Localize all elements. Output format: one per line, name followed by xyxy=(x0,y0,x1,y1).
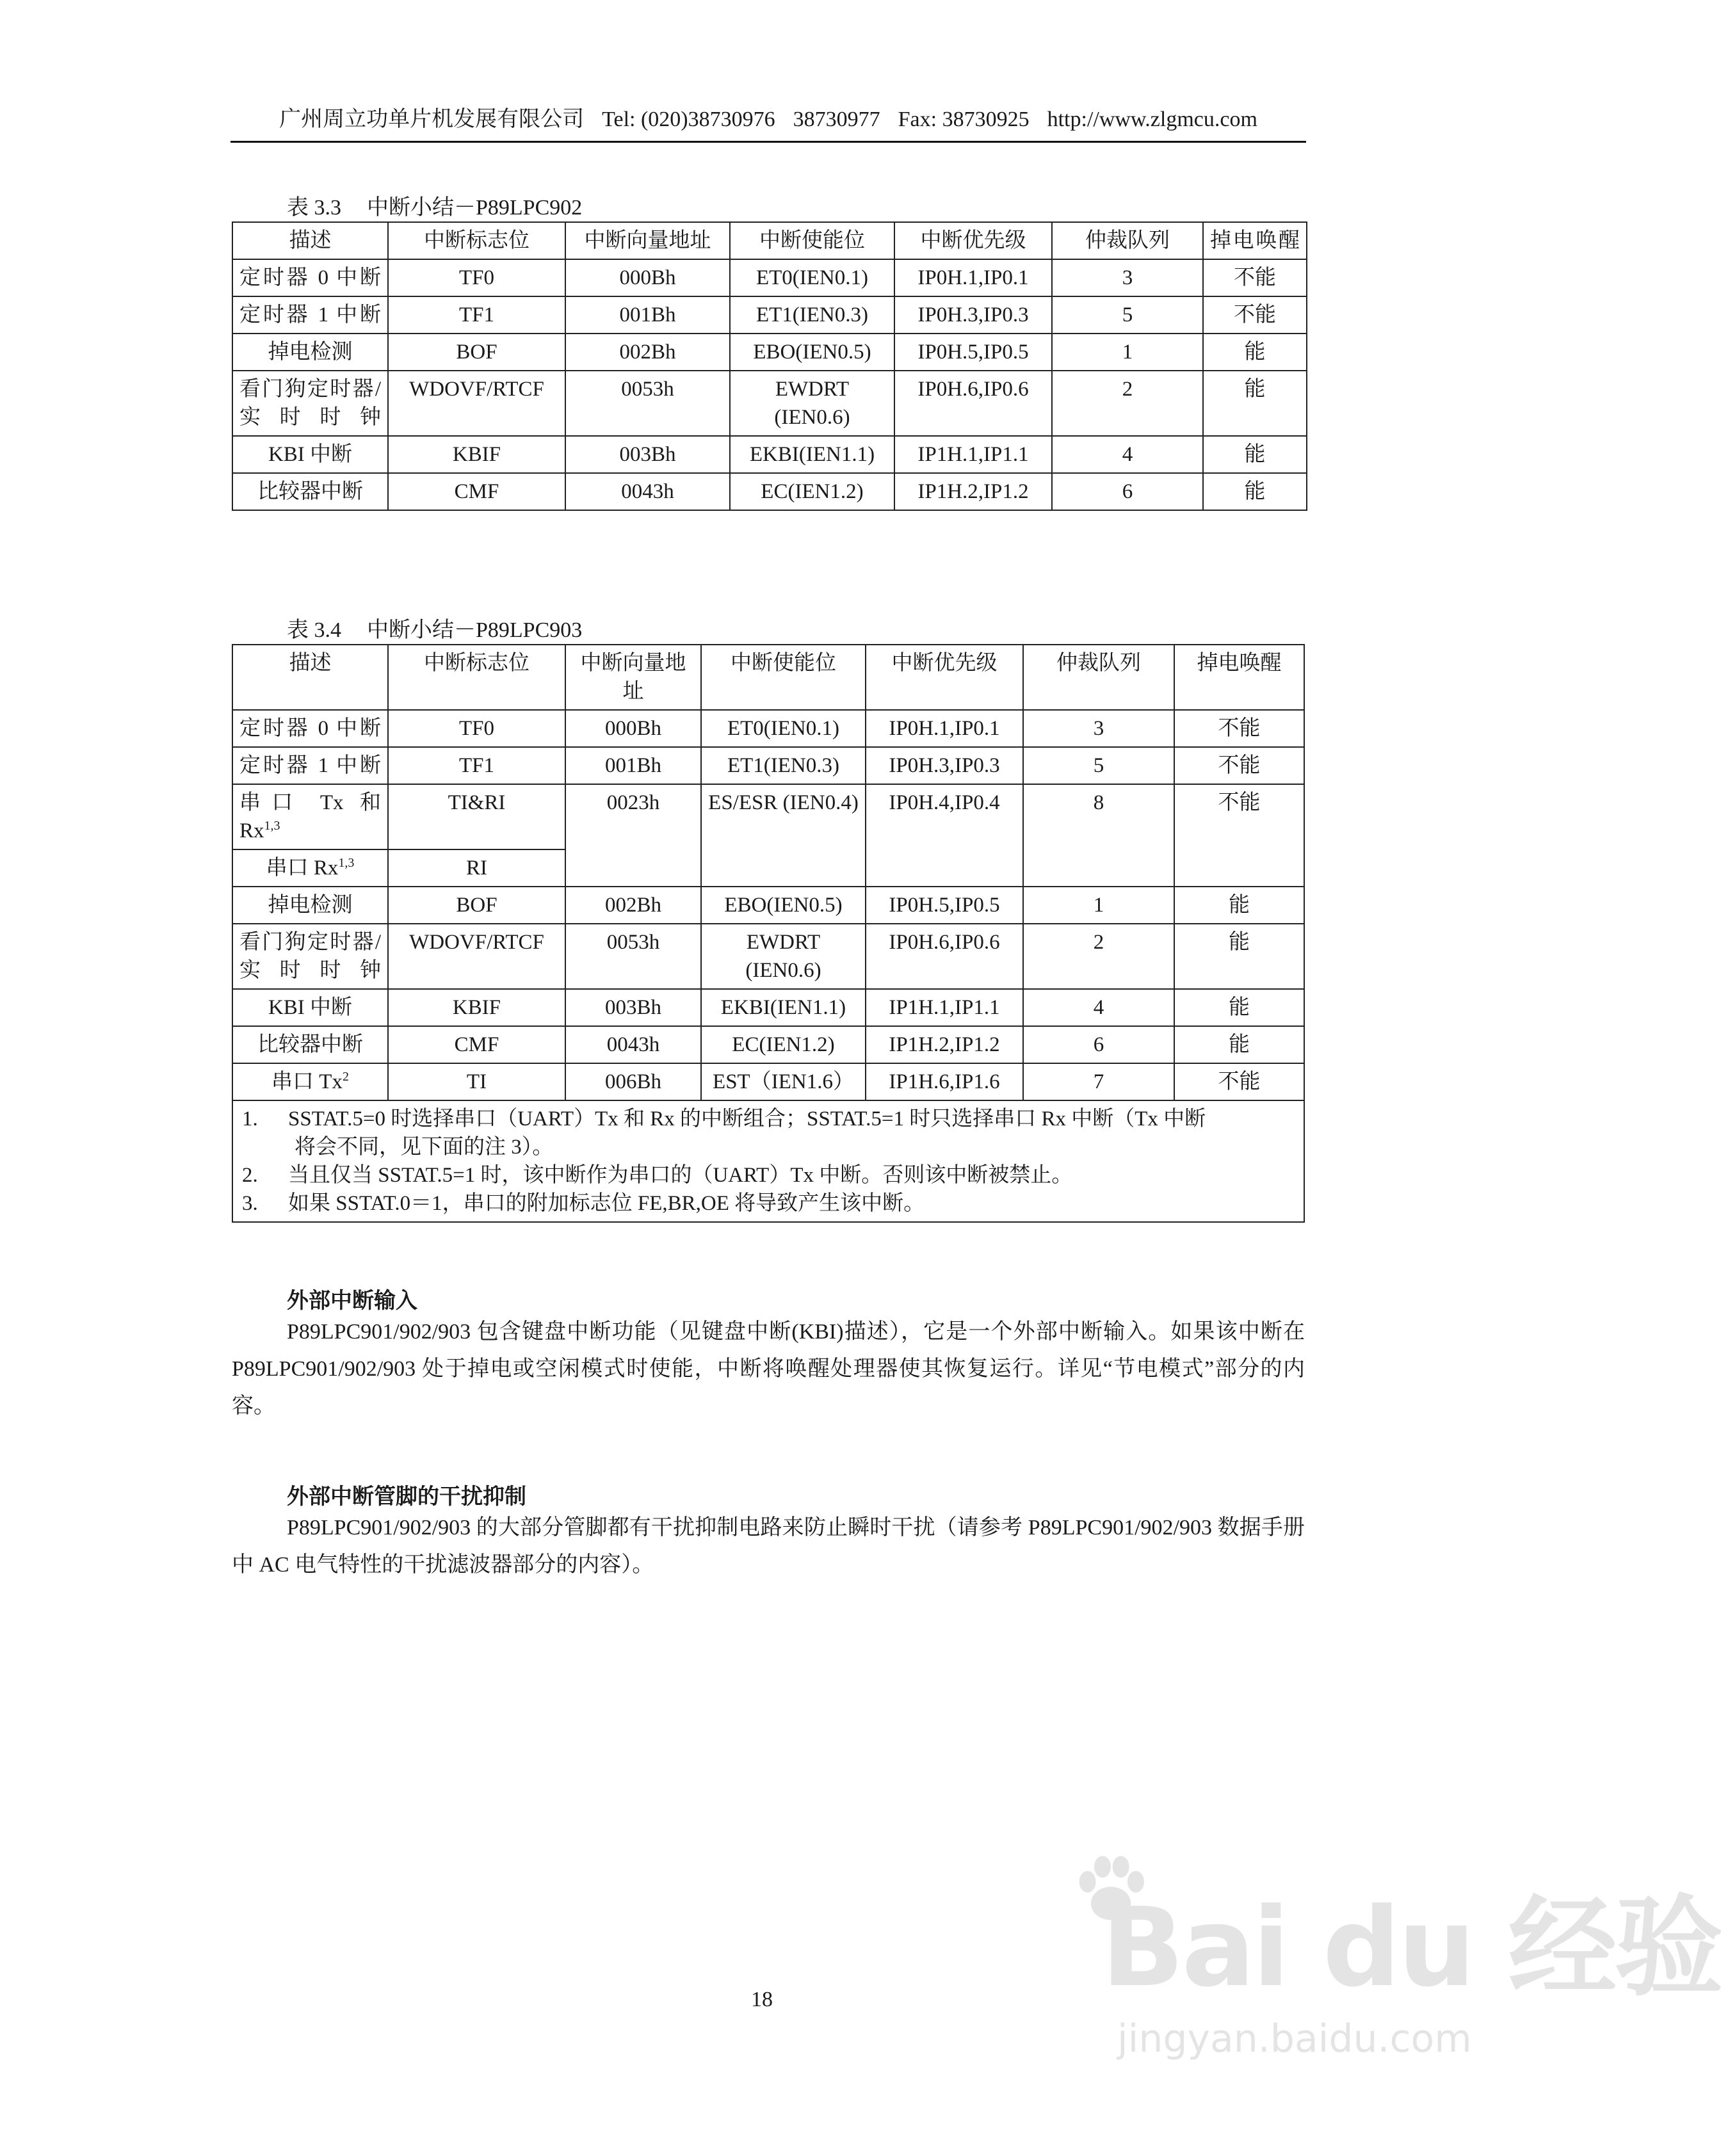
cell-vector: 0053h xyxy=(565,371,730,436)
section-body-external-interrupt xyxy=(232,1314,1305,1425)
footnote-marker: 1,3 xyxy=(264,819,280,833)
table-row xyxy=(232,710,1304,747)
cell-wakeup: 能 xyxy=(1174,924,1304,989)
cell-flag: TI&RI xyxy=(388,784,565,849)
table-header-row xyxy=(232,222,1307,259)
header-cell: 仲裁队列 xyxy=(1052,222,1203,259)
table-header-row xyxy=(232,645,1304,710)
cell-flag: CMF xyxy=(388,1026,565,1063)
cell-flag: WDOVF/RTCF xyxy=(388,924,565,989)
table-row xyxy=(232,296,1307,334)
cell-vector: 0043h xyxy=(565,473,730,510)
description-text: 串口 Rx xyxy=(266,857,339,880)
cell-priority: IP0H.4,IP0.4 xyxy=(866,784,1023,887)
cell-arbitration: 2 xyxy=(1052,371,1203,436)
header-cell: 中断标志位 xyxy=(388,645,565,710)
cell-arbitration: 8 xyxy=(1023,784,1174,887)
note-number: 2. xyxy=(242,1164,258,1187)
note-1 xyxy=(242,1105,1295,1133)
watermark-logo: Bai du 经验 xyxy=(1101,1885,1721,2011)
table-3-3 xyxy=(232,221,1307,511)
note-text: 如果 SSTAT.0＝1，串口的附加标志位 FE,BR,OE 将导致产生该中断。 xyxy=(288,1192,925,1215)
cell-priority: IP0H.3,IP0.3 xyxy=(894,296,1052,334)
caption-title: 中断小结－P89LPC903 xyxy=(367,618,583,642)
cell-wakeup: 能 xyxy=(1203,436,1307,473)
header-cell: 中断使能位 xyxy=(701,645,866,710)
table-row xyxy=(232,989,1304,1026)
table-notes-row xyxy=(232,1100,1304,1222)
cell-description: 比较器中断 xyxy=(232,1026,388,1063)
header-cell: 中断向量地址 xyxy=(565,645,701,710)
cell-vector: 003Bh xyxy=(565,436,730,473)
cell-enable: EWDRT (IEN0.6) xyxy=(701,924,866,989)
table-row xyxy=(232,334,1307,371)
description-text: 串口 Tx xyxy=(271,1070,343,1093)
cell-arbitration: 1 xyxy=(1023,887,1174,924)
cell-description: 定时器 0 中断 xyxy=(232,259,388,296)
table-row xyxy=(232,259,1307,296)
section-body-glitch-suppression xyxy=(232,1509,1305,1584)
caption-number: 表 3.4 xyxy=(287,618,341,642)
cell-vector: 002Bh xyxy=(565,887,701,924)
cell-wakeup: 不能 xyxy=(1174,747,1304,784)
cell-arbitration: 5 xyxy=(1052,296,1203,334)
header-fax: Fax: 38730925 xyxy=(898,108,1030,131)
cell-priority: IP0H.6,IP0.6 xyxy=(894,371,1052,436)
cell-description: 看门狗定时器/实时时钟 xyxy=(232,371,388,436)
cell-enable: EKBI(IEN1.1) xyxy=(730,436,894,473)
description-text: 串口 Tx 和 Rx xyxy=(239,791,381,842)
cell-priority: IP0H.5,IP0.5 xyxy=(894,334,1052,371)
header-cell: 掉电唤醒 xyxy=(1174,645,1304,710)
cell-enable: EWDRT (IEN0.6) xyxy=(730,371,894,436)
cell-flag: WDOVF/RTCF xyxy=(388,371,565,436)
cell-vector: 0053h xyxy=(565,924,701,989)
header-tel2: 38730977 xyxy=(793,108,880,131)
table-3-3-caption xyxy=(287,189,582,221)
footnote-marker: 1,3 xyxy=(338,856,355,870)
cell-wakeup: 能 xyxy=(1174,989,1304,1026)
cell-description xyxy=(232,784,388,849)
note-3 xyxy=(242,1189,1295,1218)
table-row xyxy=(232,784,1304,849)
table-row xyxy=(232,747,1304,784)
cell-enable: ET1(IEN0.3) xyxy=(730,296,894,334)
cell-flag: CMF xyxy=(388,473,565,510)
table-3-4 xyxy=(232,644,1305,1223)
baidu-watermark xyxy=(1056,1847,1721,2116)
cell-wakeup: 能 xyxy=(1203,334,1307,371)
cell-description xyxy=(232,1063,388,1100)
cell-description: 比较器中断 xyxy=(232,473,388,510)
cell-vector: 001Bh xyxy=(565,747,701,784)
cell-wakeup: 能 xyxy=(1203,473,1307,510)
cell-arbitration: 7 xyxy=(1023,1063,1174,1100)
note-number: 3. xyxy=(242,1192,258,1215)
cell-priority: IP0H.5,IP0.5 xyxy=(866,887,1023,924)
note-1-continuation: 将会不同，见下面的注 3）。 xyxy=(295,1136,554,1159)
cell-flag: TF1 xyxy=(388,747,565,784)
cell-flag: BOF xyxy=(388,334,565,371)
table-row xyxy=(232,436,1307,473)
cell-wakeup: 不能 xyxy=(1174,710,1304,747)
cell-enable: ET0(IEN0.1) xyxy=(730,259,894,296)
cell-flag: TF0 xyxy=(388,710,565,747)
table-row xyxy=(232,924,1304,989)
cell-vector: 002Bh xyxy=(565,334,730,371)
cell-enable: EST（IEN1.6） xyxy=(701,1063,866,1100)
cell-priority: IP1H.1,IP1.1 xyxy=(894,436,1052,473)
cell-description: 掉电检测 xyxy=(232,887,388,924)
cell-description: 定时器 1 中断 xyxy=(232,296,388,334)
cell-flag: TF1 xyxy=(388,296,565,334)
cell-priority: IP0H.6,IP0.6 xyxy=(866,924,1023,989)
cell-flag: RI xyxy=(388,849,565,887)
header-cell: 中断使能位 xyxy=(730,222,894,259)
section-title-external-interrupt: 外部中断输入 xyxy=(287,1289,417,1313)
cell-flag: TF0 xyxy=(388,259,565,296)
cell-priority: IP1H.2,IP1.2 xyxy=(866,1026,1023,1063)
cell-priority: IP0H.3,IP0.3 xyxy=(866,747,1023,784)
note-number: 1. xyxy=(242,1107,258,1130)
cell-description: KBI 中断 xyxy=(232,989,388,1026)
cell-priority: IP0H.1,IP0.1 xyxy=(866,710,1023,747)
cell-priority: IP1H.6,IP1.6 xyxy=(866,1063,1023,1100)
cell-vector: 000Bh xyxy=(565,710,701,747)
page-number: 18 xyxy=(751,1988,773,2011)
paragraph: P89LPC901/902/903 的大部分管脚都有干扰抑制电路来防止瞬时干扰（请参考 P89LPC901/902/903 数据手册中 AC 电气特性的干扰滤波器部分的内容）。 xyxy=(232,1516,1305,1577)
cell-wakeup: 不能 xyxy=(1203,296,1307,334)
header-company: 广州周立功单片机发展有限公司 xyxy=(279,108,585,131)
cell-arbitration: 6 xyxy=(1023,1026,1174,1063)
header-cell: 中断优先级 xyxy=(894,222,1052,259)
cell-flag: BOF xyxy=(388,887,565,924)
cell-arbitration: 4 xyxy=(1023,989,1174,1026)
cell-enable: ES/ESR (IEN0.4) xyxy=(701,784,866,887)
header-cell: 中断优先级 xyxy=(866,645,1023,710)
cell-priority: IP1H.2,IP1.2 xyxy=(894,473,1052,510)
cell-vector: 006Bh xyxy=(565,1063,701,1100)
cell-flag: KBIF xyxy=(388,436,565,473)
cell-enable: EBO(IEN0.5) xyxy=(701,887,866,924)
cell-enable: EBO(IEN0.5) xyxy=(730,334,894,371)
table-notes xyxy=(232,1100,1304,1222)
cell-wakeup: 不能 xyxy=(1203,259,1307,296)
header-url: http://www.zlgmcu.com xyxy=(1047,108,1257,131)
note-text: 当且仅当 SSTAT.5=1 时，该中断作为串口的（UART）Tx 中断。否则该中断被禁止。 xyxy=(288,1164,1073,1187)
header-cell: 描述 xyxy=(232,645,388,710)
cell-arbitration: 3 xyxy=(1023,710,1174,747)
cell-description: 定时器 0 中断 xyxy=(232,710,388,747)
cell-arbitration: 3 xyxy=(1052,259,1203,296)
page-header xyxy=(230,101,1306,143)
caption-number: 表 3.3 xyxy=(287,196,341,220)
cell-enable: ET0(IEN0.1) xyxy=(701,710,866,747)
cell-arbitration: 1 xyxy=(1052,334,1203,371)
table-row xyxy=(232,473,1307,510)
table-row xyxy=(232,371,1307,436)
cell-description: 定时器 1 中断 xyxy=(232,747,388,784)
cell-arbitration: 4 xyxy=(1052,436,1203,473)
header-tel: Tel: (020)38730976 xyxy=(602,108,775,131)
cell-description: 掉电检测 xyxy=(232,334,388,371)
cell-wakeup: 能 xyxy=(1203,371,1307,436)
cell-arbitration: 5 xyxy=(1023,747,1174,784)
cell-vector: 0043h xyxy=(565,1026,701,1063)
cell-description xyxy=(232,849,388,887)
cell-arbitration: 6 xyxy=(1052,473,1203,510)
cell-description: KBI 中断 xyxy=(232,436,388,473)
paragraph: P89LPC901/902/903 包含键盘中断功能（见键盘中断(KBI)描述），它是一个外部中断输入。如果该中断在 P89LPC901/902/903 处于掉电或空闲模式时使能，中断将唤醒处理器使其恢复运行。详见“节电模式”部分的内容。 xyxy=(232,1320,1305,1418)
cell-priority: IP0H.1,IP0.1 xyxy=(894,259,1052,296)
caption-title: 中断小结－P89LPC902 xyxy=(367,196,583,220)
cell-wakeup: 能 xyxy=(1174,887,1304,924)
table-row xyxy=(232,1026,1304,1063)
cell-flag: TI xyxy=(388,1063,565,1100)
header-cell: 中断向量地址 xyxy=(565,222,730,259)
note-2 xyxy=(242,1161,1295,1189)
cell-wakeup: 能 xyxy=(1174,1026,1304,1063)
cell-description: 看门狗定时器/实时时钟 xyxy=(232,924,388,989)
cell-vector: 003Bh xyxy=(565,989,701,1026)
table-row xyxy=(232,887,1304,924)
header-cell: 中断标志位 xyxy=(388,222,565,259)
table-3-4-caption xyxy=(287,612,582,643)
cell-arbitration: 2 xyxy=(1023,924,1174,989)
cell-vector: 0023h xyxy=(565,784,701,887)
cell-wakeup: 不能 xyxy=(1174,1063,1304,1100)
cell-enable: EC(IEN1.2) xyxy=(701,1026,866,1063)
watermark-url: jingyan.baidu.com xyxy=(1117,2016,1472,2061)
note-text: SSTAT.5=0 时选择串口（UART）Tx 和 Rx 的中断组合；SSTAT.5=1 时只选择串口 Rx 中断（Tx 中断 xyxy=(288,1107,1206,1130)
cell-flag: KBIF xyxy=(388,989,565,1026)
cell-priority: IP1H.1,IP1.1 xyxy=(866,989,1023,1026)
header-cell: 描述 xyxy=(232,222,388,259)
cell-enable: EKBI(IEN1.1) xyxy=(701,989,866,1026)
footnote-marker: 2 xyxy=(342,1070,349,1084)
header-cell: 仲裁队列 xyxy=(1023,645,1174,710)
cell-wakeup: 不能 xyxy=(1174,784,1304,887)
cell-vector: 001Bh xyxy=(565,296,730,334)
table-row xyxy=(232,1063,1304,1100)
cell-enable: EC(IEN1.2) xyxy=(730,473,894,510)
section-title-glitch-suppression: 外部中断管脚的干扰抑制 xyxy=(287,1485,526,1509)
cell-enable: ET1(IEN0.3) xyxy=(701,747,866,784)
header-cell: 掉电唤醒 xyxy=(1203,222,1307,259)
cell-vector: 000Bh xyxy=(565,259,730,296)
